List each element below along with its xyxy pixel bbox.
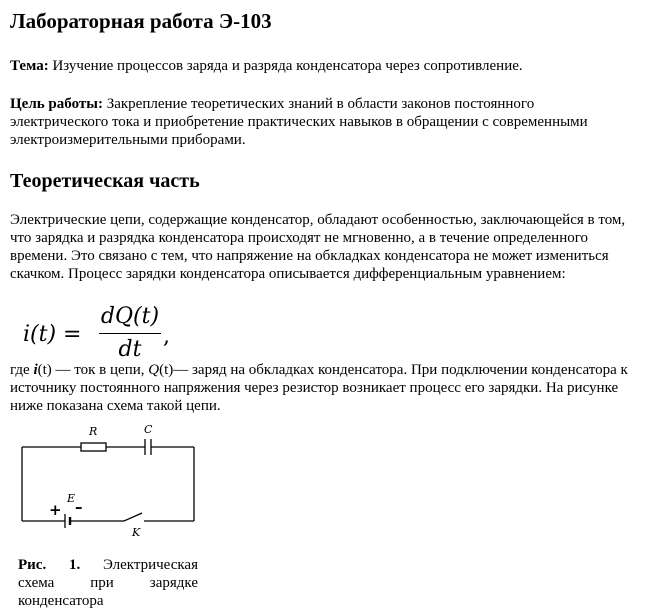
resistor-symbol	[81, 443, 106, 451]
formula-fraction	[99, 304, 161, 363]
formula-denominator: dt	[118, 337, 142, 362]
intro-paragraph: Электрические цепи, содержащие конденсатор, обладают особенностью, заключающейся в том, что зарядка и разрядка конденсатора происходят не мгновенно, а в течение определенного времени. Это связано с тем, что напряжение на обкладках конденсатора не может измениться скачком. Процесс зарядки конденсатора описывается дифференциальным уравнением:	[10, 212, 626, 282]
topic-label: Тема:	[10, 58, 49, 74]
q-symbol: Q	[148, 362, 160, 378]
goal-label: Цель работы:	[10, 96, 103, 112]
goal-text: Закрепление теоретических знаний в области законов постоянного электрического тока и приобретение практических навыков в обращении с современными электроизмерительными приборами.	[10, 96, 588, 148]
explanation-prefix: где	[10, 362, 34, 378]
circuit-diagram	[20, 418, 200, 548]
fraction-bar	[99, 333, 161, 334]
explanation-q-text: (t)— заряд на обкладках конденсатора. При подключении конденсатора к источнику постоянного напряжения через резистор возникает процесс его зарядки. На рисунке ниже показана схема такой цепи.	[10, 362, 628, 414]
formula-lhs: i(t) =	[23, 322, 82, 347]
caption-label: Рис. 1.	[18, 557, 81, 573]
topic-paragraph	[10, 57, 630, 75]
switch-label: K	[132, 526, 141, 539]
resistor-label: R	[89, 425, 98, 438]
formula-numerator: dQ(t)	[100, 304, 160, 329]
explanation-i-text: (t) — ток в цепи,	[37, 362, 149, 378]
page-title: Лабораторная работа Э-103	[10, 9, 272, 33]
i-symbol: i	[33, 362, 38, 378]
capacitor-label: C	[144, 423, 153, 436]
minus-sign: –	[75, 498, 83, 516]
source-label: E	[67, 492, 76, 505]
figure-caption	[18, 556, 198, 610]
topic-text: Изучение процессов заряда и разряда конденсатора через сопротивление.	[52, 58, 523, 74]
section-title: Теоретическая часть	[10, 170, 200, 192]
caption-text: Электрическая схема при зарядке конденсатора	[18, 557, 198, 609]
goal-paragraph	[10, 95, 636, 149]
switch-blade	[124, 513, 142, 521]
explanation-paragraph	[10, 361, 630, 415]
formula-comma: ,	[163, 324, 170, 349]
plus-sign: +	[49, 501, 62, 519]
